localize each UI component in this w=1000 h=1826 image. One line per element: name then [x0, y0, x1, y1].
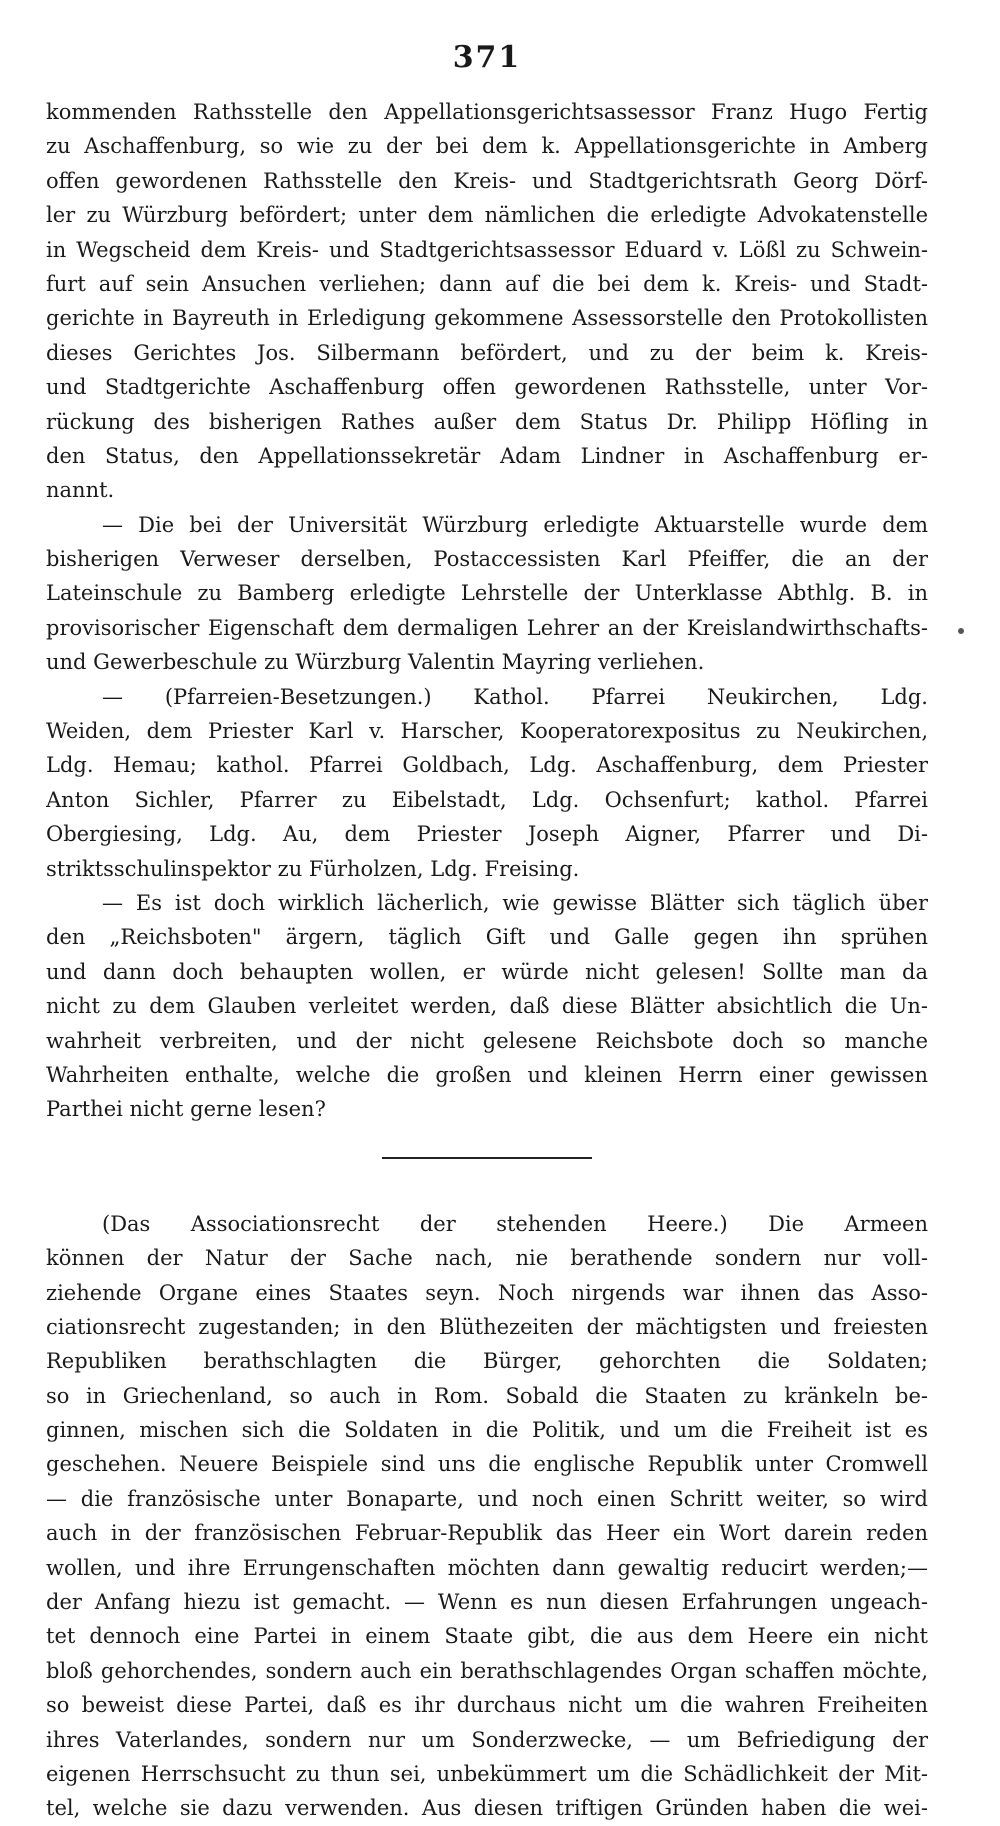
text-line: striktsschulinspektor zu Fürholzen, Ldg. Freising.	[46, 856, 580, 881]
text-line: Lateinschule zu Bamberg erledigte Lehrstelle der Unterklasse Abthlg. B. in	[46, 581, 928, 606]
article-university-posts	[46, 508, 928, 680]
text-line: (Das Associationsrecht der stehenden Heere.) Die Armeen	[102, 1211, 928, 1236]
text-line: der Anfang hiezu ist gemacht. — Wenn es nun diesen Erfahrungen ungeach-	[46, 1590, 928, 1615]
text-line: Republiken berathschlagten die Bürger, gehorchten die Soldaten;	[46, 1349, 928, 1374]
text-line: tel, welche sie dazu verwenden. Aus diesen triftigen Gründen haben die wei-	[46, 1796, 928, 1821]
text-line: Anton Sichler, Pfarrer zu Eibelstadt, Ldg. Ochsenfurt; kathol. Pfarrei	[46, 787, 928, 812]
text-line: nicht zu dem Glauben verleitet werden, daß diese Blätter absichtlich die Un-	[46, 994, 928, 1019]
text-line: ginnen, mischen sich die Soldaten in die Politik, und um die Freiheit ist es	[46, 1418, 928, 1443]
text-line: Parthei nicht gerne lesen?	[46, 1097, 326, 1122]
article-parish-appointments	[46, 680, 928, 886]
page-number: 371	[452, 40, 522, 75]
text-line: — Es ist doch wirklich lächerlich, wie gewisse Blätter sich täglich über	[102, 890, 928, 915]
text-line: nannt.	[46, 478, 115, 503]
text-line: den „Reichsboten" ärgern, täglich Gift und Galle gegen ihn sprühen	[46, 925, 928, 950]
text-line: — (Pfarreien-Besetzungen.) Kathol. Pfarrei Neukirchen, Ldg.	[102, 684, 928, 709]
text-line: auch in der französischen Februar-Republik das Heer ein Wort darein reden	[46, 1521, 928, 1546]
text-line: ziehende Organe eines Staates seyn. Noch nirgends war ihnen das Asso-	[46, 1280, 928, 1305]
text-line: bisherigen Verweser derselben, Postaccessisten Karl Pfeiffer, die an der	[46, 547, 928, 572]
text-line: so beweist diese Partei, daß es ihr durchaus nicht um die wahren Freiheiten	[46, 1693, 928, 1718]
text-line: den Status, den Appellationssekretär Adam Lindner in Aschaffenburg er-	[46, 443, 928, 468]
text-line: rückung des bisherigen Rathes außer dem Status Dr. Philipp Höfling in	[46, 409, 928, 434]
text-line: bloß gehorchendes, sondern auch ein berathschlagendes Organ schaffen möchte,	[46, 1658, 928, 1683]
text-line: offen gewordenen Rathsstelle den Kreis- und Stadtgerichtsrath Georg Dörf-	[46, 168, 928, 193]
text-line: furt auf sein Ansuchen verliehen; dann auf die bei dem k. Kreis- und Stadt-	[46, 271, 928, 296]
article-reichsbote	[46, 886, 928, 1127]
article-association-right	[46, 1207, 928, 1826]
text-line: wahrheit verbreiten, und der nicht gelesene Reichsbote doch so manche	[46, 1028, 928, 1053]
text-line: Weiden, dem Priester Karl v. Harscher, Kooperatorexpositus zu Neukirchen,	[46, 719, 928, 744]
margin-dot-mark	[958, 628, 964, 634]
article-appointments-courts	[46, 95, 928, 508]
text-line: geschehen. Neuere Beispiele sind uns die englische Republik unter Cromwell	[46, 1452, 928, 1477]
text-line: Ldg. Hemau; kathol. Pfarrei Goldbach, Ldg. Aschaffenburg, dem Priester	[46, 753, 928, 778]
text-line: gerichte in Bayreuth in Erledigung gekommene Assessorstelle den Protokollisten	[46, 306, 928, 331]
text-line: können der Natur der Sache nach, nie berathende sondern nur voll-	[46, 1246, 928, 1271]
text-line: Obergiesing, Ldg. Au, dem Priester Joseph Aigner, Pfarrer und Di-	[46, 822, 928, 847]
text-line: in Wegscheid dem Kreis- und Stadtgerichtsassessor Eduard v. Lößl zu Schwein-	[46, 237, 928, 262]
text-line: wollen, und ihre Errungenschaften möchten dann gewaltig reducirt werden;—	[46, 1555, 928, 1580]
text-line: kommenden Rathsstelle den Appellationsgerichtsassessor Franz Hugo Fertig	[46, 100, 928, 124]
text-line: und Stadtgerichte Aschaffenburg offen gewordenen Rathsstelle, unter Vor-	[46, 375, 928, 400]
text-line: dieses Gerichtes Jos. Silbermann befördert, und zu der beim k. Kreis-	[46, 340, 928, 365]
text-line: ler zu Würzburg befördert; unter dem nämlichen die erledigte Advokatenstelle	[46, 203, 928, 228]
text-line: tet dennoch eine Partei in einem Staate gibt, die aus dem Heere ein nicht	[46, 1624, 928, 1649]
text-line: — Die bei der Universität Würzburg erledigte Aktuarstelle wurde dem	[102, 512, 928, 537]
text-line: Wahrheiten enthalte, welche die großen und kleinen Herrn einer gewissen	[46, 1062, 928, 1087]
section-divider	[382, 1157, 592, 1159]
text-line: eigenen Herrschsucht zu thun sei, unbekümmert um die Schädlichkeit der Mit-	[46, 1761, 928, 1786]
text-line: — die französische unter Bonaparte, und noch einen Schritt weiter, so wird	[46, 1486, 928, 1511]
text-line: ihres Vaterlandes, sondern nur um Sonderzwecke, — um Befriedigung der	[46, 1727, 928, 1752]
text-line: zu Aschaffenburg, so wie zu der bei dem k. Appellationsgerichte in Amberg	[46, 134, 928, 159]
text-line: so in Griechenland, so auch in Rom. Sobald die Staaten zu kränkeln be-	[46, 1383, 928, 1408]
text-line: und Gewerbeschule zu Würzburg Valentin Mayring verliehen.	[46, 650, 705, 675]
text-line: provisorischer Eigenschaft dem dermaligen Lehrer an der Kreislandwirthschafts-	[46, 615, 928, 640]
text-line: ciationsrecht zugestanden; in den Blüthezeiten der mächtigsten und freiesten	[46, 1314, 928, 1339]
text-line: und dann doch behaupten wollen, er würde nicht gelesen! Sollte man da	[46, 959, 928, 984]
